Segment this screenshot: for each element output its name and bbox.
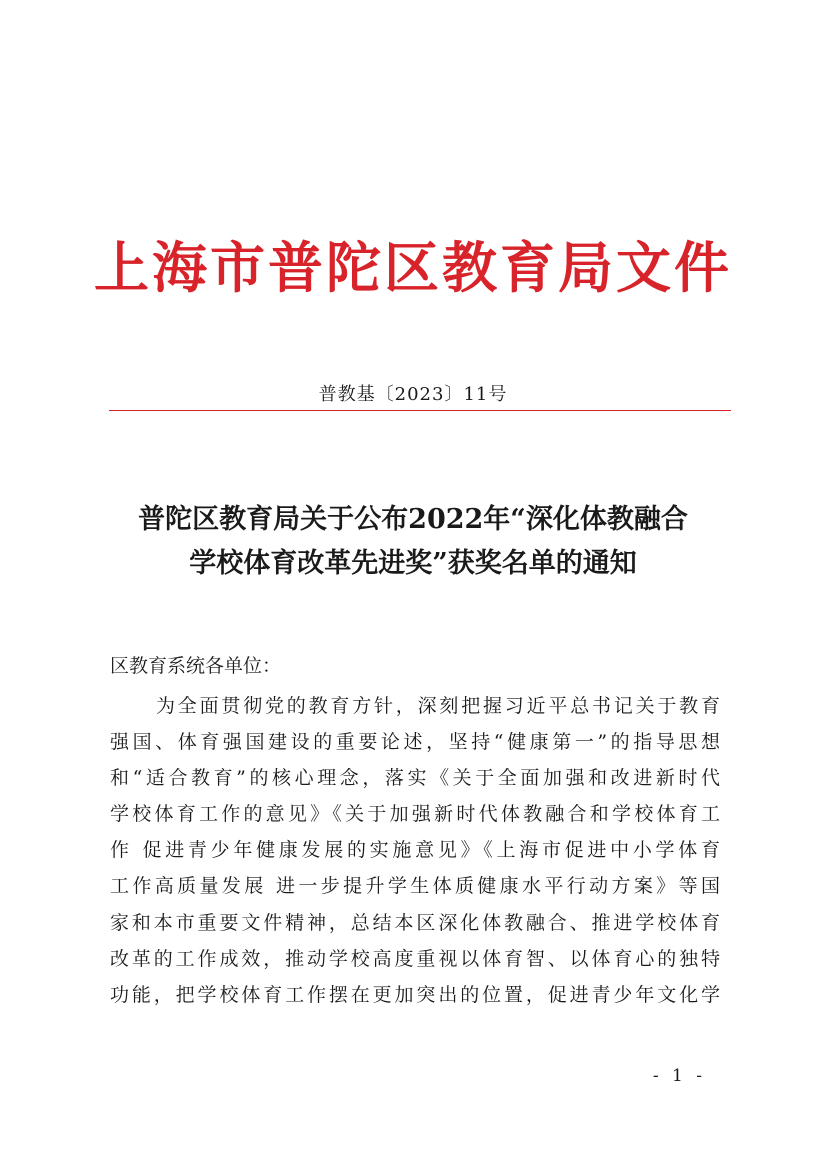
- body-line: 学校体育工作的意见》《关于加强新时代体教融合和学校体育工: [110, 803, 720, 826]
- body-line: 家和本市重要文件精神，总结本区深化体教融合、推进学校体育: [110, 911, 720, 934]
- masthead-title: 上海市普陀区教育局文件: [93, 235, 732, 300]
- body-line: 功能，把学校体育工作摆在更加突出的位置，促进青少年文化学: [110, 983, 720, 1006]
- red-divider-line: [109, 410, 731, 411]
- salutation: 区教育系统各单位：: [110, 655, 282, 677]
- document-number: 普教基〔2023〕11号: [318, 384, 508, 405]
- body-line: 工作高质量发展 进一步提升学生体质健康水平行动方案》等国: [110, 875, 720, 898]
- notice-title-line-2: 学校体育改革先进奖”获奖名单的通知: [189, 548, 637, 579]
- page-number: - 1 -: [652, 1066, 706, 1086]
- body-line: 改革的工作成效，推动学校高度重视以体育智、以体育心的独特: [110, 947, 720, 970]
- body-line: 和“适合教育”的核心理念，落实《关于全面加强和改进新时代: [110, 767, 720, 790]
- body-line: 作 促进青少年健康发展的实施意见》《上海市促进中小学体育: [110, 839, 720, 862]
- body-line: 为全面贯彻党的教育方针，深刻把握习近平总书记关于教育: [156, 695, 720, 717]
- body-paragraph: [110, 691, 720, 1016]
- body-line: 强国、体育强国建设的重要论述，坚持“健康第一”的指导思想: [110, 731, 720, 754]
- notice-title-line-1: 普陀区教育局关于公布2022年“深化体教融合: [138, 504, 688, 535]
- notice-title: [90, 498, 736, 586]
